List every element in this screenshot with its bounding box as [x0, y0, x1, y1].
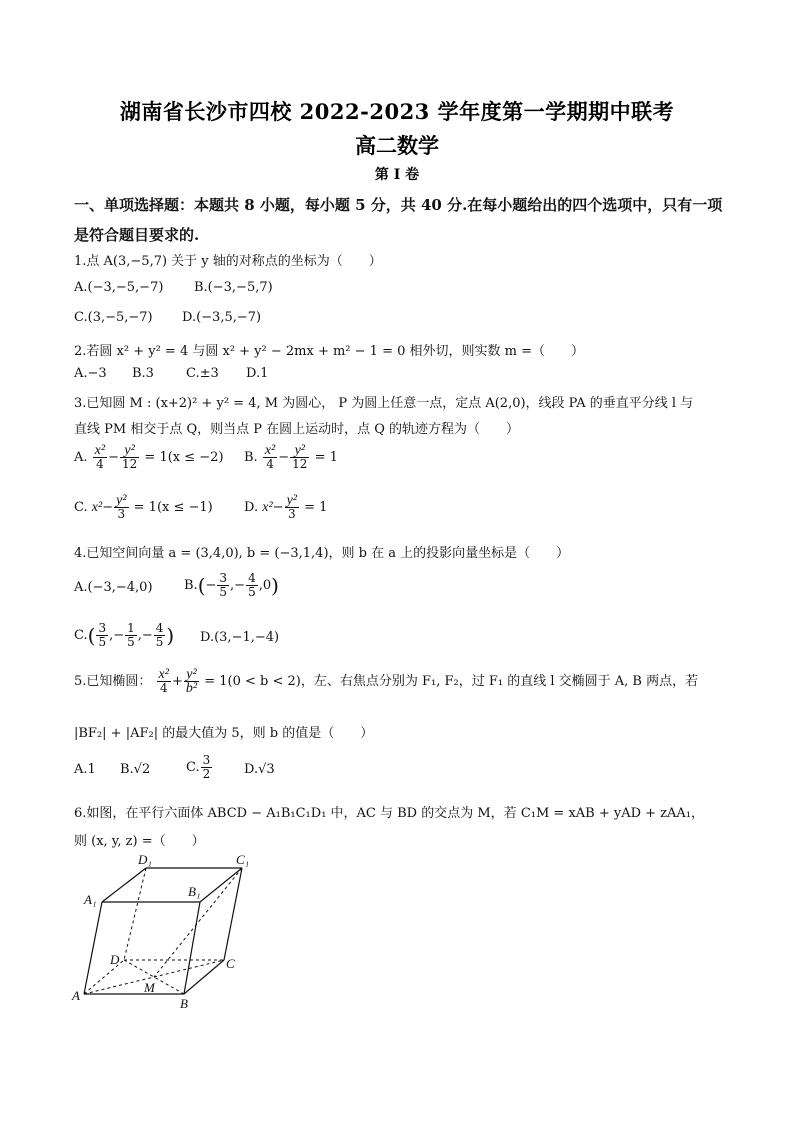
fraction-x2-4: $\frac{\text{x²}}{4}$	[158, 667, 169, 695]
option-c-label: C.	[74, 500, 88, 515]
label-d1: D₁	[138, 852, 152, 867]
fraction-y2-3: $\frac{\text{y²}}{3}$	[116, 493, 127, 521]
edge-b1-b	[184, 902, 200, 994]
label-a1: A₁	[84, 892, 97, 907]
question-1-stem: 1.点 A(3,−5,7) 关于 y 轴的对称点的坐标为（ ）	[74, 254, 382, 269]
question-4-option-a: A.(−3,−4,0)	[74, 580, 153, 595]
question-6-stem-line2: 则 (x, y, z) =（ ）	[74, 834, 205, 849]
option-b-label: B.	[184, 578, 198, 593]
fraction-y2-3: $\frac{\text{y²}}{3}$	[286, 493, 297, 521]
option-c-label: C.	[74, 628, 88, 643]
question-4-option-c: C.( $\frac{3}{5}$ ,− $\frac{1}{5}$ ,− $\frac{4}{5}$ )	[74, 621, 175, 649]
option-c-x2: x²	[91, 500, 103, 515]
label-b1: B₁	[188, 884, 201, 899]
fraction-4-5: $\frac{4}{5}$	[248, 571, 256, 599]
question-3-option-a: A. $\frac{\text{x²}}{4}$ − $\frac{\text{y²}}{12}$ = 1(x ≤ −2)	[74, 443, 224, 471]
edge-c1-c	[224, 868, 242, 960]
question-4-option-b: B.(− $\frac{3}{5}$ ,− $\frac{4}{5}$ ,0)	[184, 571, 279, 599]
question-1-option-d: D.(−3,5,−7)	[182, 310, 262, 325]
option-c-condition: = 1(x ≤ −1)	[133, 500, 213, 515]
zero-component: 0	[262, 578, 272, 593]
edge-a1-a	[84, 902, 102, 994]
label-a: A	[72, 988, 80, 1003]
section-heading: 一、单项选择题：本题共 8 小题，每小题 5 分，共 40 分.在每小题给出的四个选项中，只有一项是符合题目要求的.	[74, 196, 723, 244]
question-6-stem-line1: 6.如图，在平行六面体 ABCD − A₁B₁C₁D₁ 中，AC 与 BD 的交点为 M，若 C₁M = xAB + yAD + zAA₁，	[74, 806, 705, 821]
question-5-option-c	[186, 754, 213, 781]
fraction-y2-b2: $\frac{\text{y²}}{\text{b²}}$	[185, 667, 198, 696]
fraction-y2-12: $\frac{\text{y²}}{12}$	[292, 443, 308, 471]
fraction-1-5: $\frac{1}{5}$	[127, 621, 135, 649]
question-2-option-c: C.±3	[186, 366, 219, 381]
question-5-stem-line2: |BF₂| + |AF₂| 的最大值为 5，则 b 的值是（ ）	[74, 726, 374, 741]
exam-subject: 高二数学	[355, 133, 439, 158]
option-d-equation: = 1	[304, 500, 328, 515]
option-a-label: A.	[74, 450, 88, 465]
exam-volume: 第 I 卷	[374, 167, 420, 183]
question-2-stem: 2.若圆 x² + y² = 4 与圆 x² + y² − 2mx + m² − 1 = 0 相外切，则实数 m =（ ）	[74, 344, 584, 359]
option-b-equation: = 1	[314, 450, 338, 465]
question-3-stem-line1: 3.已知圆 M : (x+2)² + y² = 4, M 为圆心， P 为圆上任意一点，定点 A(2,0)，线段 PA 的垂直平分线 l 与	[74, 396, 694, 411]
question-3-option-b: B. $\frac{\text{x²}}{4}$ − $\frac{\text{y²}}{12}$ = 1	[244, 443, 338, 471]
question-5-option-a: A.1	[74, 762, 96, 777]
question-1-option-b: B.(−3,−5,7)	[194, 280, 273, 295]
fraction-x2-4: $\frac{\text{x²}}{4}$	[264, 443, 276, 471]
fraction-3-5: $\frac{3}{5}$	[219, 571, 228, 599]
question-2-option-b: B.3	[132, 366, 154, 381]
label-c1: C₁	[236, 852, 250, 867]
edge-b-c	[184, 960, 224, 994]
question-4-stem: 4.已知空间向量 a = (3,4,0), b = (−3,1,4)，则 b 在 a 上的投影向量坐标是（ ）	[74, 546, 570, 561]
label-m: M	[144, 980, 155, 995]
question-1-option-a: A.(−3,−5,−7)	[74, 280, 164, 295]
fraction-4-5: $\frac{4}{5}$	[155, 621, 164, 649]
label-b: B	[180, 996, 188, 1011]
fraction-y2-12: $\frac{\text{y²}}{12}$	[122, 443, 138, 471]
label-d: D	[110, 952, 120, 967]
option-a-condition: = 1(x ≤ −2)	[144, 450, 224, 465]
option-d-label: D.	[244, 500, 259, 515]
question-4-option-d: D.(3,−1,−4)	[200, 630, 280, 645]
question-2-option-a: A.−3	[74, 366, 107, 381]
edge-a1-d1	[102, 868, 146, 902]
question-3-option-d: D. x²− $\frac{\text{y²}}{3}$ = 1	[244, 493, 328, 521]
question-5-option-d: D.√3	[244, 762, 275, 777]
q5-prefix: 5.已知椭圆：	[74, 674, 152, 689]
option-b-label: B.	[244, 450, 258, 465]
fraction-3-5: $\frac{3}{5}$	[98, 621, 107, 649]
option-d-x2: x²	[262, 500, 273, 515]
parallelepiped-figure	[70, 852, 250, 1012]
question-5-stem-line1: 5.已知椭圆： $\frac{\text{x²}}{4}$ + $\frac{\text{y²}}{\text{b²}}$ = 1(0 < b < 2)，左、右焦点分别为 F₁, F₂，过 F₁ 的直线 l 交椭圆于 A, B 两点，若	[74, 667, 699, 696]
question-1-option-c: C.(3,−5,−7)	[74, 310, 153, 325]
question-3-option-c: C. x²− $\frac{\text{y²}}{3}$ = 1(x ≤ −1)	[74, 493, 213, 521]
fraction-x2-4: $\frac{\text{x²}}{4}$	[94, 443, 106, 471]
q5-suffix: = 1(0 < b < 2)，左、右焦点分别为 F₁, F₂，过 F₁ 的直线 l 交椭圆于 A, B 两点，若	[204, 674, 699, 689]
exam-title: 湖南省长沙市四校 2022-2023 学年度第一学期期中联考	[119, 99, 675, 124]
edge-b1-c1	[200, 868, 242, 902]
question-3-stem-line2: 直线 PM 相交于点 Q，则当点 P 在圆上运动时，点 Q 的轨迹方程为（ ）	[74, 422, 520, 437]
option-c-label: C.	[186, 760, 200, 775]
fraction-3-2: $\frac{3}{2}$	[202, 753, 211, 781]
label-c: C	[226, 956, 235, 971]
question-5-option-b: B.√2	[120, 762, 151, 777]
question-2-option-d: D.1	[246, 366, 269, 381]
